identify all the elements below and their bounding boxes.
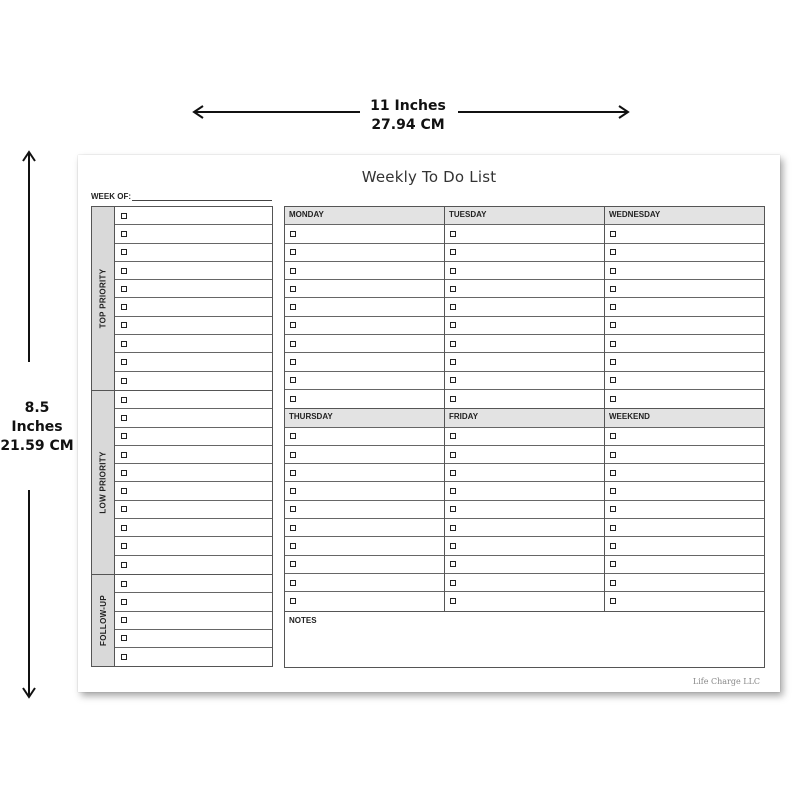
day-task-row bbox=[445, 280, 604, 298]
checkbox-icon[interactable] bbox=[290, 561, 296, 567]
checkbox-icon[interactable] bbox=[450, 377, 456, 383]
checkbox-icon[interactable] bbox=[610, 433, 616, 439]
day-task-row bbox=[605, 225, 764, 243]
day-task-row bbox=[605, 501, 764, 519]
checkbox-icon[interactable] bbox=[450, 525, 456, 531]
checkbox-icon[interactable] bbox=[450, 543, 456, 549]
priority-row bbox=[115, 630, 272, 648]
day-task-row bbox=[605, 335, 764, 353]
checkbox-icon[interactable] bbox=[610, 543, 616, 549]
checkbox-icon[interactable] bbox=[290, 433, 296, 439]
day-task-row bbox=[285, 446, 444, 464]
day-task-row bbox=[285, 335, 444, 353]
checkbox-icon[interactable] bbox=[450, 249, 456, 255]
width-arrow-left-icon bbox=[190, 104, 360, 120]
day-header: TUESDAY bbox=[445, 207, 604, 225]
day-task-row bbox=[605, 372, 764, 390]
priority-row bbox=[115, 648, 272, 666]
days-bottom-block bbox=[285, 409, 764, 611]
day-task-row bbox=[285, 262, 444, 280]
checkbox-icon[interactable] bbox=[450, 322, 456, 328]
day-task-row bbox=[605, 244, 764, 262]
notes-area[interactable] bbox=[285, 612, 764, 667]
checkbox-icon[interactable] bbox=[290, 580, 296, 586]
day-task-row bbox=[445, 335, 604, 353]
priority-row bbox=[115, 612, 272, 630]
day-task-row bbox=[445, 428, 604, 446]
day-task-row bbox=[605, 446, 764, 464]
checkbox-icon[interactable] bbox=[290, 470, 296, 476]
checkbox-icon[interactable] bbox=[121, 617, 127, 623]
priority-section bbox=[92, 391, 272, 575]
priority-section bbox=[92, 207, 272, 391]
priority-row bbox=[115, 537, 272, 555]
checkbox-icon[interactable] bbox=[610, 506, 616, 512]
day-task-row bbox=[285, 280, 444, 298]
day-task-row bbox=[605, 592, 764, 610]
checkbox-icon[interactable] bbox=[290, 286, 296, 292]
checkbox-icon[interactable] bbox=[121, 488, 127, 494]
day-task-row bbox=[285, 390, 444, 408]
priority-row bbox=[115, 353, 272, 371]
checkbox-icon[interactable] bbox=[450, 561, 456, 567]
week-of-field bbox=[91, 192, 272, 201]
checkbox-icon[interactable] bbox=[450, 286, 456, 292]
width-dimension-label bbox=[358, 97, 458, 135]
checkbox-icon[interactable] bbox=[290, 506, 296, 512]
day-task-row bbox=[605, 482, 764, 500]
day-header: THURSDAY bbox=[285, 409, 444, 427]
days-grid bbox=[284, 206, 765, 668]
day-column bbox=[285, 409, 445, 610]
checkbox-icon[interactable] bbox=[450, 506, 456, 512]
checkbox-icon[interactable] bbox=[610, 286, 616, 292]
checkbox-icon[interactable] bbox=[610, 396, 616, 402]
height-arrow-down-icon bbox=[21, 490, 37, 702]
priority-row bbox=[115, 372, 272, 390]
checkbox-icon[interactable] bbox=[121, 654, 127, 660]
day-task-row bbox=[605, 317, 764, 335]
day-header: WEDNESDAY bbox=[605, 207, 764, 225]
height-arrow-up-icon bbox=[21, 148, 37, 363]
priority-row bbox=[115, 556, 272, 574]
priority-section bbox=[92, 575, 272, 666]
checkbox-icon[interactable] bbox=[610, 268, 616, 274]
day-task-row bbox=[445, 390, 604, 408]
checkbox-icon[interactable] bbox=[121, 452, 127, 458]
checkbox-icon[interactable] bbox=[290, 377, 296, 383]
day-task-row bbox=[285, 501, 444, 519]
brand-mark: Life Charge LLC bbox=[692, 677, 760, 686]
checkbox-icon[interactable] bbox=[450, 580, 456, 586]
checkbox-icon[interactable] bbox=[610, 561, 616, 567]
checkbox-icon[interactable] bbox=[610, 470, 616, 476]
day-task-row bbox=[285, 519, 444, 537]
day-task-row bbox=[285, 225, 444, 243]
checkbox-icon[interactable] bbox=[121, 415, 127, 421]
priority-row bbox=[115, 593, 272, 611]
checkbox-icon[interactable] bbox=[121, 286, 127, 292]
day-task-row bbox=[445, 244, 604, 262]
day-task-row bbox=[445, 372, 604, 390]
priority-section-label-text: LOW PRIORITY bbox=[98, 451, 108, 514]
checkbox-icon[interactable] bbox=[121, 470, 127, 476]
day-task-row bbox=[445, 556, 604, 574]
checkbox-icon[interactable] bbox=[290, 452, 296, 458]
height-cm: 21.59 CM bbox=[0, 438, 74, 454]
checkbox-icon[interactable] bbox=[450, 304, 456, 310]
checkbox-icon[interactable] bbox=[121, 506, 127, 512]
height-inches: 8.5 Inches bbox=[11, 400, 63, 435]
checkbox-icon[interactable] bbox=[450, 598, 456, 604]
checkbox-icon[interactable] bbox=[290, 341, 296, 347]
checkbox-icon[interactable] bbox=[610, 231, 616, 237]
checkbox-icon[interactable] bbox=[290, 598, 296, 604]
priority-row bbox=[115, 335, 272, 353]
checkbox-icon[interactable] bbox=[610, 525, 616, 531]
priority-section-label-text: FOLLOW-UP bbox=[98, 595, 108, 647]
priority-row bbox=[115, 298, 272, 316]
day-task-row bbox=[285, 317, 444, 335]
checkbox-icon[interactable] bbox=[121, 268, 127, 274]
priority-rows bbox=[115, 391, 272, 574]
priority-row bbox=[115, 519, 272, 537]
checkbox-icon[interactable] bbox=[290, 249, 296, 255]
checkbox-icon[interactable] bbox=[610, 488, 616, 494]
priority-row bbox=[115, 575, 272, 593]
priority-row bbox=[115, 317, 272, 335]
checkbox-icon[interactable] bbox=[121, 322, 127, 328]
checkbox-icon[interactable] bbox=[121, 581, 127, 587]
day-task-row bbox=[285, 482, 444, 500]
day-task-row bbox=[445, 317, 604, 335]
day-task-row bbox=[445, 537, 604, 555]
width-cm: 27.94 CM bbox=[371, 117, 445, 133]
day-task-row bbox=[285, 574, 444, 592]
day-header: WEEKEND bbox=[605, 409, 764, 427]
day-task-row bbox=[445, 592, 604, 610]
checkbox-icon[interactable] bbox=[121, 378, 127, 384]
day-header: MONDAY bbox=[285, 207, 444, 225]
day-task-row bbox=[285, 353, 444, 371]
checkbox-icon[interactable] bbox=[450, 452, 456, 458]
day-task-row bbox=[445, 574, 604, 592]
day-task-row bbox=[445, 446, 604, 464]
priority-row bbox=[115, 501, 272, 519]
day-column bbox=[445, 207, 605, 408]
day-task-row bbox=[445, 353, 604, 371]
checkbox-icon[interactable] bbox=[121, 249, 127, 255]
day-task-row bbox=[605, 464, 764, 482]
day-task-row bbox=[285, 298, 444, 316]
checkbox-icon[interactable] bbox=[610, 304, 616, 310]
priority-row bbox=[115, 391, 272, 409]
checkbox-icon[interactable] bbox=[450, 268, 456, 274]
day-column bbox=[605, 207, 764, 408]
day-task-row bbox=[605, 262, 764, 280]
day-task-row bbox=[605, 537, 764, 555]
notes-label: NOTES bbox=[289, 615, 317, 625]
priority-row bbox=[115, 207, 272, 225]
priority-row bbox=[115, 428, 272, 446]
day-task-row bbox=[605, 390, 764, 408]
day-task-row bbox=[605, 353, 764, 371]
checkbox-icon[interactable] bbox=[121, 433, 127, 439]
checkbox-icon[interactable] bbox=[290, 231, 296, 237]
width-arrow-right-icon bbox=[458, 104, 633, 120]
day-task-row bbox=[285, 244, 444, 262]
day-task-row bbox=[285, 428, 444, 446]
checkbox-icon[interactable] bbox=[290, 543, 296, 549]
priority-row bbox=[115, 225, 272, 243]
day-task-row bbox=[445, 482, 604, 500]
day-header: FRIDAY bbox=[445, 409, 604, 427]
priority-row bbox=[115, 446, 272, 464]
checkbox-icon[interactable] bbox=[121, 213, 127, 219]
checkbox-icon[interactable] bbox=[121, 341, 127, 347]
checkbox-icon[interactable] bbox=[290, 304, 296, 310]
priority-row bbox=[115, 464, 272, 482]
day-column bbox=[285, 207, 445, 408]
day-task-row bbox=[605, 280, 764, 298]
priority-row bbox=[115, 482, 272, 500]
checkbox-icon[interactable] bbox=[610, 359, 616, 365]
priority-row bbox=[115, 244, 272, 262]
width-inches: 11 Inches bbox=[370, 98, 446, 114]
day-task-row bbox=[605, 428, 764, 446]
sheet-title: Weekly To Do List bbox=[361, 168, 497, 186]
days-top-block bbox=[285, 207, 764, 409]
day-task-row bbox=[445, 262, 604, 280]
checkbox-icon[interactable] bbox=[610, 452, 616, 458]
week-of-line[interactable] bbox=[132, 193, 272, 201]
checkbox-icon[interactable] bbox=[121, 304, 127, 310]
day-task-row bbox=[605, 574, 764, 592]
day-task-row bbox=[285, 537, 444, 555]
checkbox-icon[interactable] bbox=[121, 562, 127, 568]
day-task-row bbox=[445, 225, 604, 243]
day-column bbox=[445, 409, 605, 610]
checkbox-icon[interactable] bbox=[450, 433, 456, 439]
day-column bbox=[605, 409, 764, 610]
checkbox-icon[interactable] bbox=[450, 470, 456, 476]
priority-section-label-text: TOP PRIORITY bbox=[98, 268, 108, 329]
day-task-row bbox=[445, 298, 604, 316]
day-task-row bbox=[285, 464, 444, 482]
checkbox-icon[interactable] bbox=[610, 580, 616, 586]
checkbox-icon[interactable] bbox=[610, 598, 616, 604]
priority-rows bbox=[115, 575, 272, 666]
priority-table bbox=[91, 206, 273, 667]
priority-section-label bbox=[92, 575, 115, 666]
day-task-row bbox=[445, 519, 604, 537]
checkbox-icon[interactable] bbox=[610, 377, 616, 383]
checkbox-icon[interactable] bbox=[121, 635, 127, 641]
checkbox-icon[interactable] bbox=[450, 359, 456, 365]
priority-section-label bbox=[92, 391, 115, 574]
day-task-row bbox=[285, 556, 444, 574]
checkbox-icon[interactable] bbox=[450, 231, 456, 237]
priority-row bbox=[115, 409, 272, 427]
checkbox-icon[interactable] bbox=[290, 322, 296, 328]
day-task-row bbox=[605, 298, 764, 316]
day-task-row bbox=[445, 501, 604, 519]
day-task-row bbox=[605, 556, 764, 574]
priority-rows bbox=[115, 207, 272, 390]
checkbox-icon[interactable] bbox=[290, 396, 296, 402]
checkbox-icon[interactable] bbox=[610, 341, 616, 347]
checkbox-icon[interactable] bbox=[450, 341, 456, 347]
checkbox-icon[interactable] bbox=[290, 525, 296, 531]
checkbox-icon[interactable] bbox=[610, 322, 616, 328]
priority-row bbox=[115, 262, 272, 280]
checkbox-icon[interactable] bbox=[610, 249, 616, 255]
checkbox-icon[interactable] bbox=[121, 397, 127, 403]
checkbox-icon[interactable] bbox=[290, 359, 296, 365]
priority-section-label bbox=[92, 207, 115, 390]
checkbox-icon[interactable] bbox=[290, 268, 296, 274]
priority-row bbox=[115, 280, 272, 298]
day-task-row bbox=[605, 519, 764, 537]
day-task-row bbox=[285, 592, 444, 610]
planner-sheet bbox=[78, 155, 780, 692]
checkbox-icon[interactable] bbox=[121, 525, 127, 531]
checkbox-icon[interactable] bbox=[290, 488, 296, 494]
height-dimension-label bbox=[0, 399, 74, 456]
day-task-row bbox=[285, 372, 444, 390]
day-task-row bbox=[445, 464, 604, 482]
checkbox-icon[interactable] bbox=[121, 543, 127, 549]
checkbox-icon[interactable] bbox=[450, 488, 456, 494]
checkbox-icon[interactable] bbox=[121, 231, 127, 237]
week-of-label: WEEK OF: bbox=[91, 192, 131, 201]
checkbox-icon[interactable] bbox=[450, 396, 456, 402]
checkbox-icon[interactable] bbox=[121, 599, 127, 605]
checkbox-icon[interactable] bbox=[121, 359, 127, 365]
